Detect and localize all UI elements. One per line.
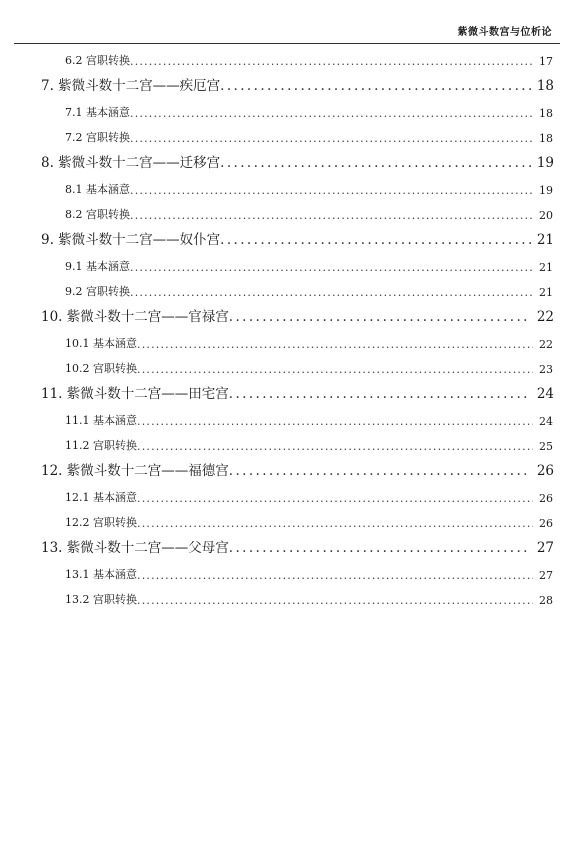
toc-entry-12-1[interactable]: [0, 481, 574, 507]
header-divider: [14, 43, 560, 44]
toc-entry-title: 8.2 宫职转换: [65, 208, 130, 221]
table-of-contents: [0, 45, 574, 609]
toc-entry-title: 7.1 基本涵意: [65, 106, 130, 119]
toc-entry-8-2[interactable]: [0, 199, 574, 224]
toc-entry-title: 9.1 基本涵意: [65, 260, 130, 273]
toc-entry-9-2[interactable]: [0, 276, 574, 301]
dot-leader: [229, 309, 531, 327]
toc-chapter-title: 13. 紫微斗数十二宫——父母宫: [41, 540, 229, 556]
dot-leader: [130, 184, 533, 199]
dot-leader: [229, 540, 531, 558]
dot-leader: [130, 55, 533, 70]
toc-page-number: 20: [539, 209, 553, 222]
toc-entry-12-2[interactable]: [0, 507, 574, 532]
toc-page-number: 22: [536, 309, 554, 325]
toc-entry-title: 10.2 宫职转换: [65, 362, 137, 375]
toc-page-number: 28: [539, 594, 553, 607]
toc-entry-title: 10.1 基本涵意: [65, 337, 137, 350]
toc-chapter-12[interactable]: [0, 455, 574, 481]
toc-chapter-title: 10. 紫微斗数十二宫——官禄宫: [41, 309, 229, 325]
toc-entry-title: 6.2 宫职转换: [65, 54, 130, 67]
toc-entry-10-1[interactable]: [0, 327, 574, 353]
toc-page-number: 19: [536, 155, 554, 171]
dot-leader: [137, 440, 533, 455]
toc-entry-title: 9.2 宫职转换: [65, 285, 130, 298]
toc-entry-title: 12.1 基本涵意: [65, 491, 137, 504]
toc-entry-8-1[interactable]: [0, 173, 574, 199]
toc-page-number: 21: [539, 286, 553, 299]
toc-page-number: 24: [536, 386, 554, 402]
toc-chapter-7[interactable]: [0, 70, 574, 96]
toc-chapter-8[interactable]: [0, 147, 574, 173]
toc-entry-13-2[interactable]: [0, 584, 574, 609]
toc-entry-11-1[interactable]: [0, 404, 574, 430]
toc-chapter-title: 8. 紫微斗数十二宫——迁移宫: [41, 155, 221, 171]
toc-page-number: 27: [536, 540, 554, 556]
dot-leader: [137, 492, 533, 507]
dot-leader: [137, 338, 533, 353]
toc-entry-9-1[interactable]: [0, 250, 574, 276]
dot-leader: [220, 155, 531, 173]
toc-entry-7-2[interactable]: [0, 122, 574, 147]
dot-leader: [130, 286, 533, 301]
dot-leader: [137, 569, 533, 584]
toc-entry-title: 7.2 宫职转换: [65, 131, 130, 144]
dot-leader: [220, 232, 531, 250]
toc-page-number: 21: [539, 261, 553, 274]
toc-entry-11-2[interactable]: [0, 430, 574, 455]
dot-leader: [130, 261, 533, 276]
toc-page-number: 17: [539, 55, 553, 68]
toc-entry-title: 13.1 基本涵意: [65, 568, 137, 581]
toc-entry-title: 12.2 宫职转换: [65, 516, 137, 529]
toc-entry-title: 11.2 宫职转换: [65, 439, 137, 452]
toc-chapter-title: 9. 紫微斗数十二宫——奴仆宫: [41, 232, 221, 248]
toc-entry-title: 13.2 宫职转换: [65, 593, 137, 606]
toc-page-number: 23: [539, 363, 553, 376]
running-header-title: 紫微斗数宫与位析论: [457, 27, 552, 38]
toc-entry-6-2[interactable]: [0, 45, 574, 70]
dot-leader: [130, 209, 533, 224]
toc-entry-title: 8.1 基本涵意: [65, 183, 130, 196]
dot-leader: [130, 132, 533, 147]
toc-chapter-title: 7. 紫微斗数十二宫——疾厄宫: [41, 78, 221, 94]
toc-entry-13-1[interactable]: [0, 558, 574, 584]
toc-page-number: 27: [539, 569, 553, 582]
toc-page-number: 22: [539, 338, 553, 351]
toc-chapter-10[interactable]: [0, 301, 574, 327]
dot-leader: [229, 463, 531, 481]
toc-page-number: 26: [536, 463, 554, 479]
toc-page-number: 19: [539, 184, 553, 197]
dot-leader: [137, 415, 533, 430]
dot-leader: [229, 386, 531, 404]
toc-page-number: 26: [539, 492, 553, 505]
toc-page-number: 18: [536, 78, 554, 94]
toc-page-number: 26: [539, 517, 553, 530]
dot-leader: [137, 363, 533, 378]
toc-page-number: 25: [539, 440, 553, 453]
toc-page-number: 18: [539, 132, 553, 145]
toc-chapter-11[interactable]: [0, 378, 574, 404]
toc-chapter-title: 11. 紫微斗数十二宫——田宅宫: [41, 386, 229, 402]
dot-leader: [130, 107, 533, 122]
toc-page-number: 21: [536, 232, 554, 248]
toc-page-number: 24: [539, 415, 553, 428]
toc-chapter-title: 12. 紫微斗数十二宫——福德宫: [41, 463, 229, 479]
toc-entry-title: 11.1 基本涵意: [65, 414, 137, 427]
toc-chapter-13[interactable]: [0, 532, 574, 558]
dot-leader: [137, 517, 533, 532]
dot-leader: [220, 78, 531, 96]
toc-entry-7-1[interactable]: [0, 96, 574, 122]
toc-page-number: 18: [539, 107, 553, 120]
dot-leader: [137, 594, 533, 609]
toc-chapter-9[interactable]: [0, 224, 574, 250]
toc-entry-10-2[interactable]: [0, 353, 574, 378]
